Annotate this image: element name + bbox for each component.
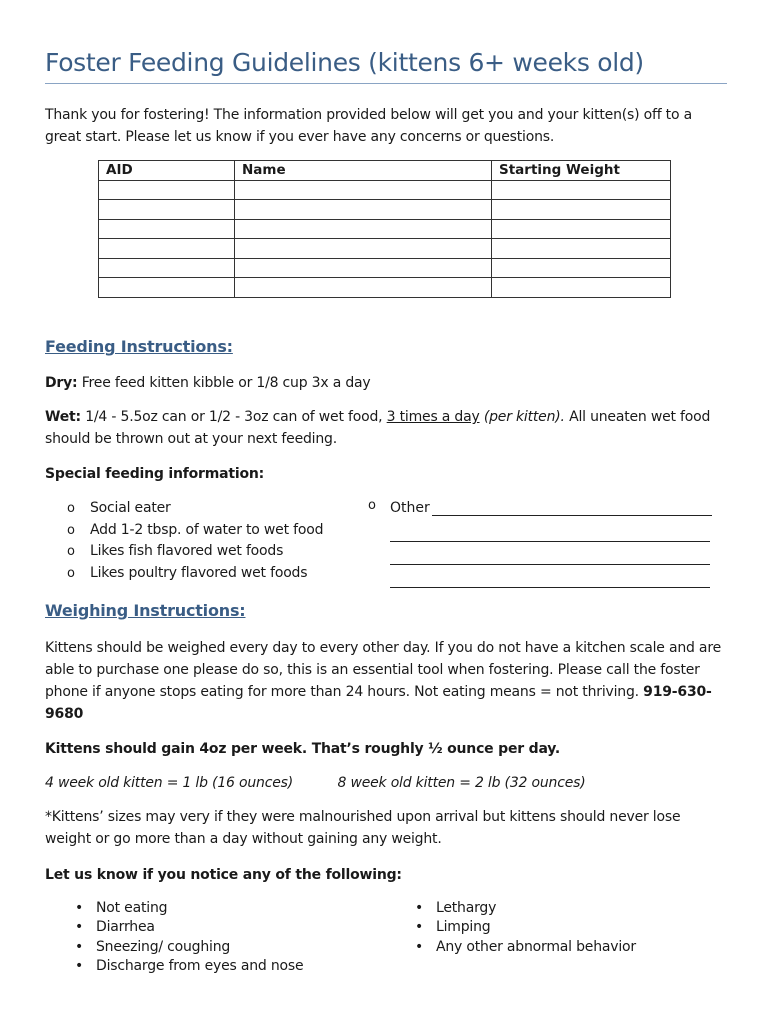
notify-label: Let us know if you notice any of the following:: [45, 867, 402, 883]
other-line[interactable]: [390, 498, 710, 520]
weighing-paragraph: [45, 637, 725, 725]
checkbox-circle-icon[interactable]: o: [67, 501, 75, 516]
special-feeding-label: Special feeding information:: [45, 466, 265, 482]
bullet-icon: •: [415, 938, 424, 955]
list-item: • Sneezing/ coughing: [45, 938, 375, 957]
aid-cell[interactable]: [99, 278, 235, 298]
checkbox-circle-icon[interactable]: o: [368, 498, 376, 513]
header-name: Name: [235, 161, 492, 181]
bullet-icon: •: [75, 938, 84, 955]
aid-cell[interactable]: [99, 258, 235, 278]
list-item: • Any other abnormal behavior: [385, 938, 715, 957]
list-item[interactable]: o Likes fish flavored wet foods: [45, 541, 385, 563]
bullet-icon: •: [415, 900, 424, 916]
dry-label: Dry:: [45, 375, 78, 391]
dry-instruction: [45, 372, 725, 394]
name-cell[interactable]: [235, 239, 492, 259]
special-feeding-heading: [45, 463, 725, 485]
list-item[interactable]: o Likes poultry flavored wet foods: [45, 563, 385, 585]
other-line[interactable]: [390, 542, 710, 565]
example-4-week: 4 week old kitten = 1 lb (16 ounces): [45, 775, 293, 791]
other-line[interactable]: [390, 565, 710, 588]
foster-phone: 919-630-9680: [45, 684, 712, 722]
table-row: [99, 278, 671, 298]
wet-label: Wet:: [45, 409, 81, 425]
special-feeding-options: [45, 498, 385, 585]
list-item: • Not eating: [45, 899, 375, 918]
header-aid: AID: [99, 161, 235, 181]
other-label: Other: [390, 498, 430, 520]
name-cell[interactable]: [235, 258, 492, 278]
aid-cell[interactable]: [99, 239, 235, 259]
weight-cell[interactable]: [492, 180, 671, 200]
table-row: [99, 219, 671, 239]
checkbox-circle-icon[interactable]: o: [67, 522, 75, 538]
table-row: [99, 200, 671, 220]
other-line[interactable]: [390, 520, 710, 543]
list-item: • Diarrhea: [45, 918, 375, 937]
weight-examples: [45, 772, 725, 794]
wet-text-2: All uneaten wet food should be thrown out at your next feeding.: [45, 409, 711, 447]
header-starting-weight: Starting Weight: [492, 161, 671, 181]
feeding-instructions-heading: Feeding Instructions:: [45, 337, 233, 356]
weighing-instructions-heading: Weighing Instructions:: [45, 601, 246, 620]
table-row: [99, 239, 671, 259]
example-8-week: 8 week old kitten = 2 lb (32 ounces): [337, 775, 586, 791]
bullet-icon: •: [75, 919, 84, 936]
name-cell[interactable]: [235, 219, 492, 239]
wet-per-kitten: (per kitten).: [483, 409, 565, 425]
list-item[interactable]: o Social eater: [45, 498, 385, 520]
list-item: • Limping: [385, 918, 715, 937]
intro-paragraph: Thank you for fostering! The information provided below will get you and your kitten(s) off to a great start. Please let us know if you ever have any concerns or questions.: [45, 107, 692, 145]
list-item: • Discharge from eyes and nose: [45, 957, 375, 976]
dry-text: Free feed kitten kibble or 1/8 cup 3x a day: [81, 375, 371, 391]
kitten-table: [98, 160, 671, 298]
aid-cell[interactable]: [99, 180, 235, 200]
weight-cell[interactable]: [492, 200, 671, 220]
bullet-icon: •: [75, 957, 84, 974]
page-title: Foster Feeding Guidelines (kittens 6+ weeks old): [45, 48, 644, 77]
table-header-row: [99, 161, 671, 181]
checkbox-circle-icon[interactable]: o: [67, 544, 75, 560]
name-cell[interactable]: [235, 200, 492, 220]
other-field[interactable]: [368, 498, 710, 588]
symptoms-left: [45, 899, 375, 976]
weight-cell[interactable]: [492, 219, 671, 239]
aid-cell[interactable]: [99, 200, 235, 220]
list-item: • Lethargy: [385, 899, 715, 918]
wet-instruction: [45, 406, 725, 450]
checkbox-circle-icon[interactable]: o: [67, 566, 75, 582]
bullet-icon: •: [75, 900, 84, 916]
name-cell[interactable]: [235, 278, 492, 298]
aid-cell[interactable]: [99, 219, 235, 239]
name-cell[interactable]: [235, 180, 492, 200]
notify-heading: [45, 864, 725, 886]
malnourished-note: *Kittens’ sizes may very if they were malnourished upon arrival but kittens should never lose weight or go more than a day without gaining any weight.: [45, 809, 681, 847]
table-row: [99, 258, 671, 278]
weight-cell[interactable]: [492, 239, 671, 259]
weight-gain-text: Kittens should gain 4oz per week. That’s roughly ½ ounce per day.: [45, 741, 561, 757]
title-divider: [45, 83, 727, 84]
wet-text-1: 1/4 - 5.5oz can or 1/2 - 3oz can of wet food,: [85, 409, 383, 425]
weight-gain-note: [45, 738, 725, 760]
weighing-text: Kittens should be weighed every day to every other day. If you do not have a kitchen scale and are able to purchase one please do so, this is an essential tool when fostering. Please call the foster phone if anyone stops eating for more than 24 hours. Not eating means = not thriving.: [45, 640, 721, 700]
symptoms-right: [385, 899, 715, 957]
list-item[interactable]: o Add 1-2 tbsp. of water to wet food: [45, 520, 385, 542]
weight-cell[interactable]: [492, 258, 671, 278]
wet-times: 3 times a day: [386, 409, 480, 425]
bullet-icon: •: [415, 919, 424, 936]
table-row: [99, 180, 671, 200]
weight-cell[interactable]: [492, 278, 671, 298]
